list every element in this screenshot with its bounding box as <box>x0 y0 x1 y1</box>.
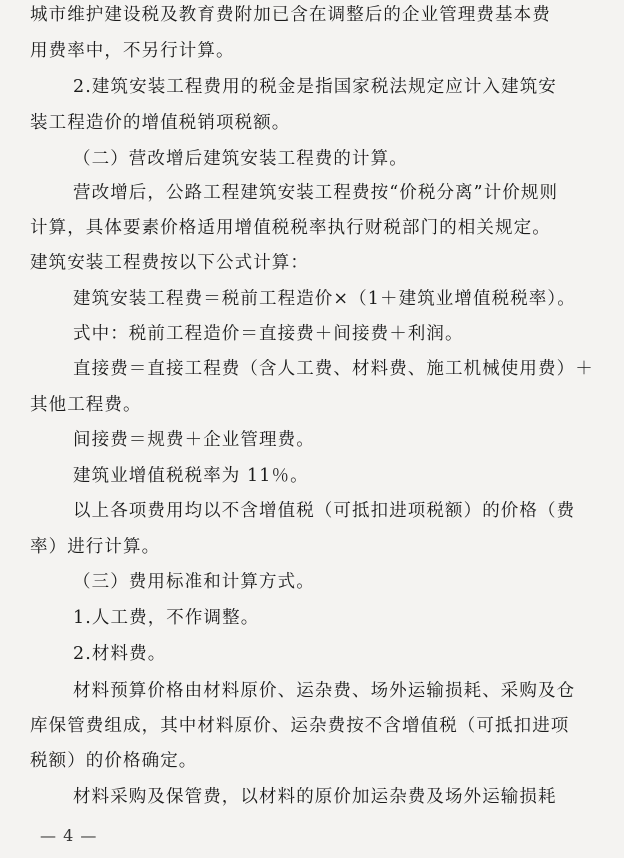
body-line-8: 建筑安装工程费按以下公式计算： <box>30 253 309 273</box>
page-number: — 4 — <box>40 826 98 845</box>
body-line-1: 城市维护建设税及教育费附加已含在调整后的企业管理费基本费 <box>30 5 551 25</box>
body-line-3: 2.建筑安装工程费用的税金是指国家税法规定应计入建筑安 <box>73 77 557 97</box>
body-line-23: 材料采购及保管费，以材料的原价加运杂费及场外运输损耗 <box>73 787 557 807</box>
formula-line-3: 直接费＝直接工程费（含人工费、材料费、施工机械使用费）＋ <box>73 359 594 379</box>
body-line-21: 库保管费组成，其中材料原价、运杂费按不含增值税（可抵扣进项 <box>30 716 570 736</box>
item-labor-cost: 1.人工费，不作调整。 <box>73 608 260 628</box>
section-heading-3: （三）费用标准和计算方式。 <box>73 572 315 592</box>
body-line-20: 材料预算价格由材料原价、运杂费、场外运输损耗、采购及仓 <box>73 681 576 701</box>
body-line-6: 营改增后，公路工程建筑安装工程费按“价税分离”计价规则 <box>73 183 559 203</box>
body-line-16: 率）进行计算。 <box>30 537 161 557</box>
item-material-cost: 2.材料费。 <box>73 644 167 664</box>
body-line-7: 计算，具体要素价格适用增值税税率执行财税部门的相关规定。 <box>30 218 551 238</box>
body-line-2: 用费率中，不另行计算。 <box>30 41 235 61</box>
formula-line-1: 建筑安装工程费＝税前工程造价×（1＋建筑业增值税税率）。 <box>73 289 576 309</box>
body-line-4: 装工程造价的增值税销项税额。 <box>30 113 291 133</box>
formula-line-2: 式中：税前工程造价＝直接费＋间接费＋利润。 <box>73 324 464 344</box>
body-line-22: 税额）的价格确定。 <box>30 751 198 771</box>
tax-rate-line: 建筑业增值税税率为 11％。 <box>73 466 309 486</box>
formula-line-4: 间接费＝规费＋企业管理费。 <box>73 430 315 450</box>
formula-line-3-cont: 其他工程费。 <box>30 395 142 415</box>
section-heading-2: （二）营改增后建筑安装工程费的计算。 <box>73 149 408 169</box>
body-line-15: 以上各项费用均以不含增值税（可抵扣进项税额）的价格（费 <box>73 501 576 521</box>
